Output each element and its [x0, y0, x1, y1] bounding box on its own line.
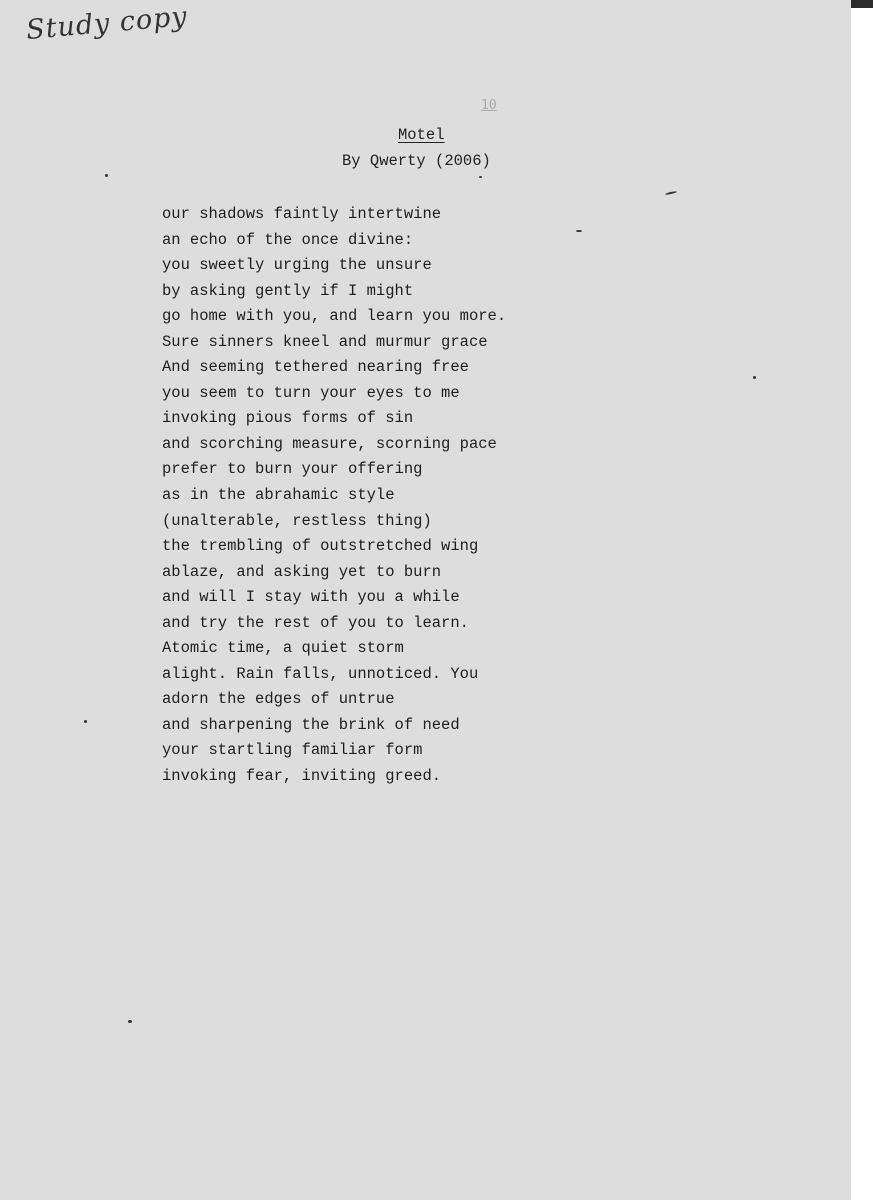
poem-line: alight. Rain falls, unnoticed. You — [162, 664, 479, 683]
poem-line: invoking fear, inviting greed. — [162, 767, 442, 786]
poem-line: you sweetly urging the unsure — [162, 256, 432, 275]
poem-body — [162, 202, 506, 790]
handwritten-note: Study copy — [24, 1, 189, 46]
poem-line: adorn the edges of untrue — [162, 690, 395, 709]
poem-line: the trembling of outstretched wing — [162, 537, 479, 556]
poem-line: go home with you, and learn you more. — [162, 307, 507, 326]
poem-line: and try the rest of you to learn. — [162, 613, 469, 632]
poem-line: an echo of the once divine: — [162, 230, 414, 249]
scan-speck — [665, 191, 677, 195]
scan-speck — [753, 376, 756, 379]
poem-line: your startling familiar form — [162, 741, 423, 760]
scan-corner — [851, 0, 873, 8]
poem-line: our shadows faintly intertwine — [162, 205, 442, 223]
scan-speck — [576, 230, 582, 232]
poem-line: and scorching measure, scorning pace — [162, 434, 497, 453]
poem-line: as in the abrahamic style — [162, 486, 395, 505]
page-number: 10 — [481, 98, 497, 113]
poem-line: (unalterable, restless thing) — [162, 511, 432, 530]
poem-title: Motel — [398, 126, 445, 144]
poem-line: invoking pious forms of sin — [162, 409, 414, 428]
poem-line: and sharpening the brink of need — [162, 715, 460, 734]
poem-byline: By Qwerty (2006) — [342, 152, 491, 170]
poem-line: Sure sinners kneel and murmur grace — [162, 332, 488, 351]
poem-line: ablaze, and asking yet to burn — [162, 562, 442, 581]
scan-speck — [84, 720, 87, 723]
scan-speck — [479, 176, 482, 178]
scan-speck — [105, 174, 108, 177]
poem-line: by asking gently if I might — [162, 281, 414, 300]
poem-line: you seem to turn your eyes to me — [162, 383, 460, 402]
scan-edge — [851, 0, 873, 1200]
poem-line: Atomic time, a quiet storm — [162, 639, 404, 658]
poem-line: prefer to burn your offering — [162, 460, 423, 479]
poem-line: and will I stay with you a while — [162, 588, 460, 607]
scan-speck — [128, 1020, 132, 1023]
poem-line: And seeming tethered nearing free — [162, 358, 469, 377]
